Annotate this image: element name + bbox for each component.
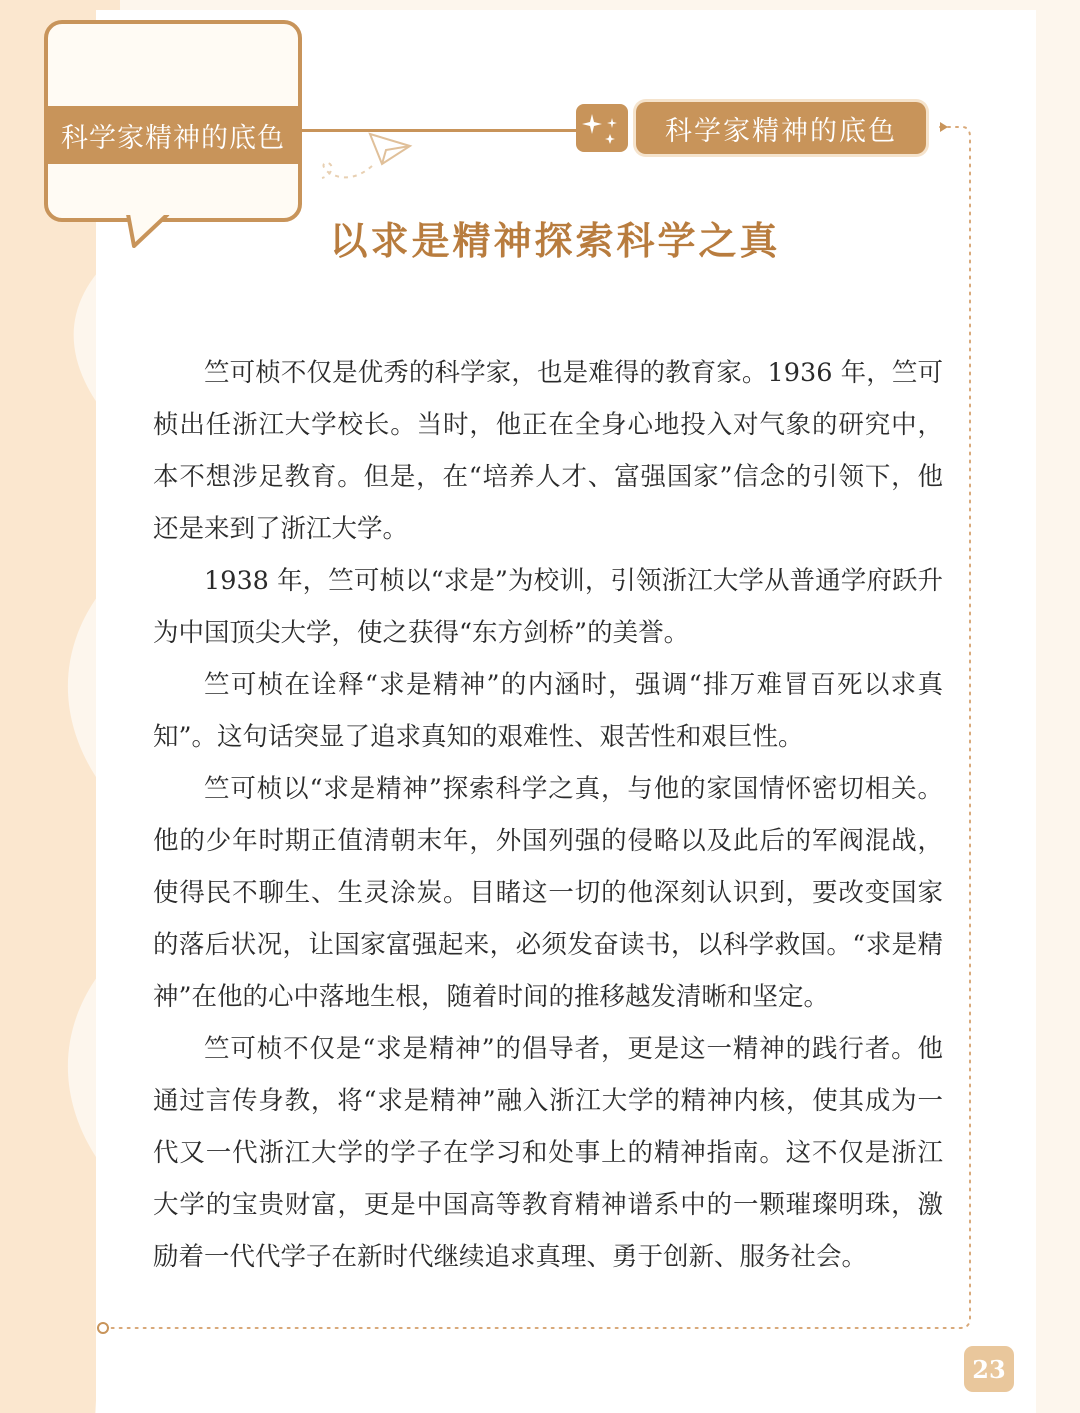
article-body (153, 347, 943, 1283)
paragraph: 竺可桢在诠释“求是精神”的内涵时，强调“排万难冒百死以求真知”。这句话突显了追求真知的艰难性、艰苦性和艰巨性。 (153, 670, 943, 752)
page-title: 以求是精神探索科学之真 (329, 219, 781, 263)
paper-plane-icon (300, 120, 420, 200)
paragraph: 竺可桢以“求是精神”探索科学之真，与他的家国情怀密切相关。他的少年时期正值清朝末年，外国列强的侵略以及此后的军阀混战，使得民不聊生、生灵涂炭。目睹这一切的他深刻认识到，要改变国家的落后状况，让国家富强起来，必须发奋读书，以科学救国。“求是精神”在他的心中落地生根，随着时间的推移越发清晰和坚定。 (153, 774, 943, 1012)
paragraph: 竺可桢不仅是“求是精神”的倡导者，更是这一精神的践行者。他通过言传身教，将“求是精神”融入浙江大学的精神内核，使其成为一代又一代浙江大学的学子在学习和处事上的精神指南。这不仅是浙江大学的宝贵财富，更是中国高等教育精神谱系中的一颗璀璨明珠，激励着一代代学子在新时代继续追求真理、勇于创新、服务社会。 (153, 1034, 943, 1272)
paragraph: 1938 年，竺可桢以“求是”为校训，引领浙江大学从普通学府跃升为中国顶尖大学，使之获得“东方剑桥”的美誉。 (153, 566, 943, 648)
sparkle-icon (576, 104, 628, 152)
section-tag: 科学家精神的底色 (636, 102, 926, 154)
page-number: 23 (964, 1346, 1014, 1392)
bubble-label: 科学家精神的底色 (48, 106, 298, 164)
paragraph: 竺可桢不仅是优秀的科学家，也是难得的教育家。1936 年，竺可桢出任浙江大学校长。当时，他正在全身心地投入对气象的研究中，本不想涉足教育。但是，在“培养人才、富强国家”信念的引领下，他还是来到了浙江大学。 (153, 358, 943, 544)
